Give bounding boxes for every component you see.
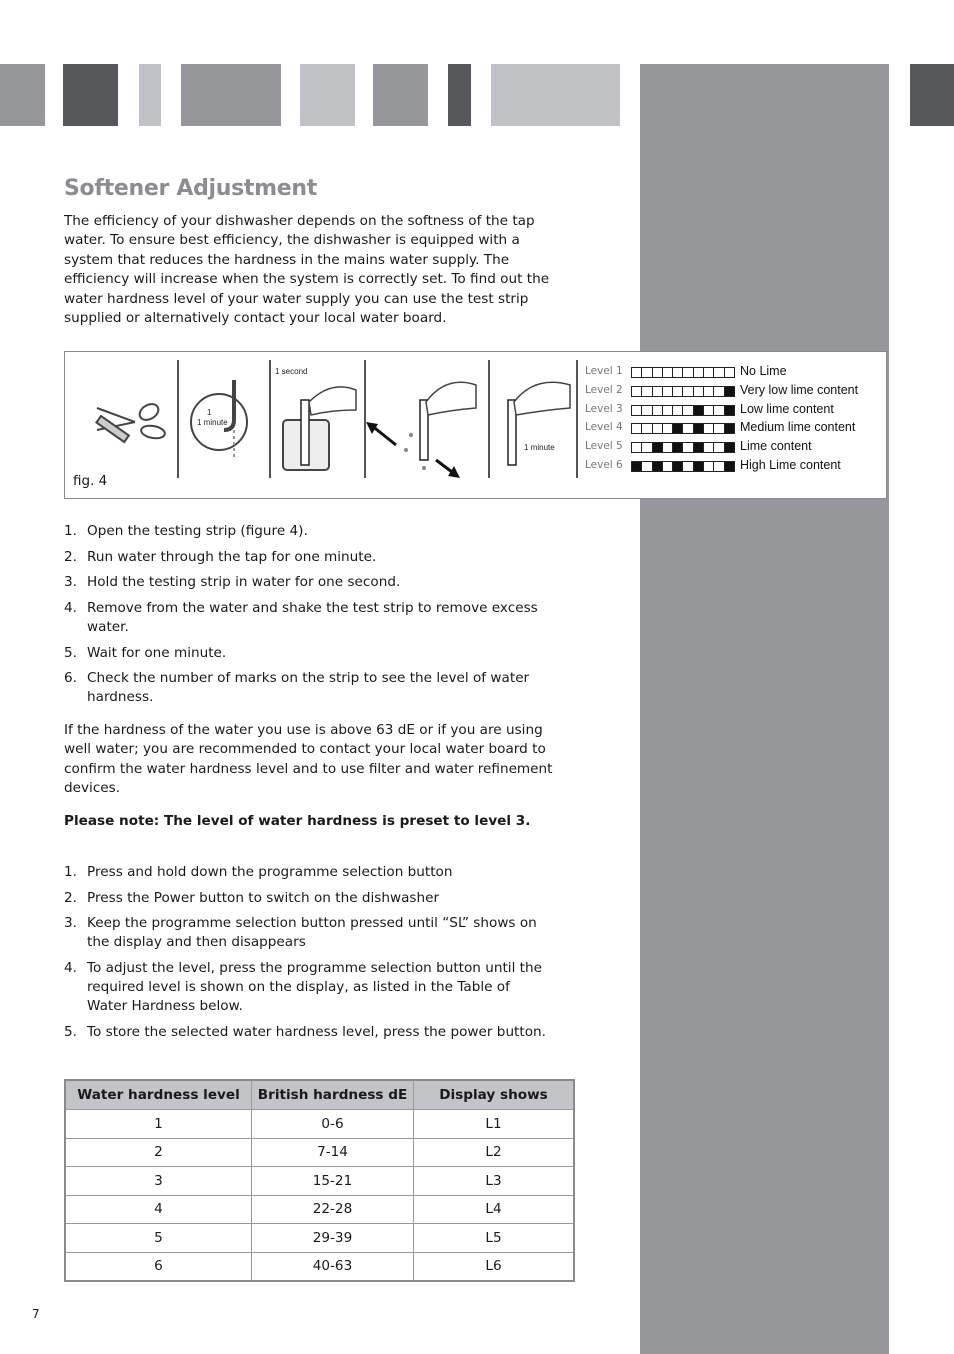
list-item-text: Keep the programme selection button pressed until “SL” shows on the display and then disappears <box>87 915 537 951</box>
figure-label: fig. 4 <box>73 473 108 489</box>
strip-mark <box>725 443 734 452</box>
adjust-steps-list <box>64 863 554 1049</box>
strip-mark <box>632 387 642 396</box>
table-cell: 0-6 <box>252 1110 414 1139</box>
test-steps-list <box>64 522 554 714</box>
list-item <box>64 959 554 1017</box>
list-item-text: Hold the testing strip in water for one second. <box>87 574 401 591</box>
list-item-number: 5. <box>64 1023 77 1040</box>
strip-mark <box>673 424 683 433</box>
page-number: 7 <box>32 1307 40 1321</box>
level-description: Low lime content <box>740 401 834 416</box>
strip-mark <box>683 443 693 452</box>
level-name: Level 2 <box>585 383 623 396</box>
strip-mark <box>714 387 724 396</box>
strip-mark <box>642 406 652 415</box>
table-cell: 29-39 <box>252 1224 414 1253</box>
list-item-number: 6. <box>64 670 77 687</box>
strip-mark <box>673 406 683 415</box>
hand-strip-in-water-icon <box>271 360 364 478</box>
header-bar <box>139 64 161 126</box>
strip-mark <box>663 462 673 471</box>
list-item-number: 4. <box>64 599 77 616</box>
level-description: Medium lime content <box>740 420 856 435</box>
level-description: Lime content <box>740 439 812 454</box>
strip-mark <box>694 443 704 452</box>
table-cell: 15-21 <box>252 1167 414 1196</box>
level-row <box>585 383 875 401</box>
strip-mark <box>714 406 724 415</box>
list-item-number: 2. <box>64 889 77 906</box>
level-name: Level 1 <box>585 365 623 377</box>
list-item <box>64 1023 554 1042</box>
table-cell: 6 <box>65 1252 252 1281</box>
strip-mark <box>642 387 652 396</box>
list-item <box>64 644 554 663</box>
table-cell: 5 <box>65 1224 252 1253</box>
second-label: 1 second <box>275 367 308 376</box>
strip-mark <box>704 387 714 396</box>
level-name: Level 4 <box>585 421 623 434</box>
table-row <box>65 1110 574 1139</box>
list-item <box>64 548 554 567</box>
header-bar <box>63 64 118 126</box>
strip-mark <box>714 462 724 471</box>
table-cell: 22-28 <box>252 1195 414 1224</box>
header-bar <box>373 64 428 126</box>
list-item-text: To store the selected water hardness level, press the power button. <box>87 1023 546 1040</box>
strip-mark <box>714 443 724 452</box>
table-cell: L5 <box>414 1224 575 1253</box>
list-item-number: 1. <box>64 523 77 539</box>
level-description: No Lime <box>740 364 787 378</box>
strip-mark <box>683 368 693 377</box>
strip-mark <box>694 424 704 433</box>
page-title: Softener Adjustment <box>64 176 317 201</box>
strip-mark <box>642 462 652 471</box>
table-cell: 4 <box>65 1195 252 1224</box>
strip-mark <box>653 406 663 415</box>
table-header-cell: British hardness dE <box>252 1080 414 1110</box>
strip-mark <box>694 462 704 471</box>
strip-mark <box>725 424 734 433</box>
strip-mark <box>704 443 714 452</box>
strip-mark <box>673 387 683 396</box>
list-item-text: Remove from the water and shake the test strip to remove excess water. <box>87 599 538 635</box>
level-description: Very low lime content <box>740 382 859 397</box>
table-row <box>65 1252 574 1281</box>
wait-panel <box>490 360 578 478</box>
strip-mark <box>714 424 724 433</box>
strip-mark <box>632 443 642 452</box>
strip-mark <box>673 368 683 377</box>
right-sidebar-panel <box>640 64 889 1354</box>
strip-mark <box>632 462 642 471</box>
table-cell: L1 <box>414 1110 575 1139</box>
scissors-icon <box>87 360 177 478</box>
level-description: High Lime content <box>740 458 841 472</box>
level-name: Level 5 <box>585 440 623 453</box>
list-item-text: Wait for one minute. <box>87 644 227 661</box>
svg-text:1: 1 <box>207 408 212 417</box>
scissors-panel <box>87 360 179 478</box>
header-bar <box>491 64 620 126</box>
test-strip-marks <box>631 442 735 453</box>
minute-label: 1 minute <box>197 418 228 427</box>
hand-strip-wait-icon <box>490 360 576 478</box>
list-item <box>64 914 554 952</box>
test-strip-marks <box>631 367 735 378</box>
table-header-cell: Display shows <box>414 1080 575 1110</box>
strip-mark <box>725 462 734 471</box>
strip-mark <box>704 406 714 415</box>
table-row <box>65 1138 574 1167</box>
table-row <box>65 1224 574 1253</box>
shake-strip-panel <box>366 360 490 478</box>
hold-strip-panel <box>271 360 366 478</box>
level-row <box>585 458 875 476</box>
level-name: Level 6 <box>585 459 623 471</box>
list-item <box>64 889 554 908</box>
table-cell: L3 <box>414 1167 575 1196</box>
table-header-row <box>65 1080 574 1110</box>
level-row <box>585 402 875 420</box>
table-row <box>65 1195 574 1224</box>
strip-mark <box>683 406 693 415</box>
strip-mark <box>663 387 673 396</box>
table-cell: 1 <box>65 1110 252 1139</box>
test-strip-marks <box>631 405 735 416</box>
header-bar <box>181 64 281 126</box>
strip-mark <box>704 462 714 471</box>
strip-mark <box>642 443 652 452</box>
strip-mark <box>725 406 734 415</box>
strip-mark <box>663 368 673 377</box>
table-cell: 7-14 <box>252 1138 414 1167</box>
strip-mark <box>653 368 663 377</box>
strip-mark <box>683 387 693 396</box>
intro-paragraph: The efficiency of your dishwasher depends on the softness of the tap water. To ensure best efficiency, the dishwasher is equipped with a system that reduces the hardness in the mains water supply. The efficiency will increase when the system is correctly set. To find out the water hardness level of your water supply you can use the test strip supplied or alternatively contact your local water board. <box>64 213 550 327</box>
strip-mark <box>725 387 734 396</box>
level-row <box>585 439 875 457</box>
strip-mark <box>632 368 642 377</box>
strip-mark <box>632 424 642 433</box>
strip-mark <box>653 462 663 471</box>
list-item-text: Open the testing strip (figure 4). <box>87 523 308 539</box>
header-bar <box>0 64 45 126</box>
strip-mark <box>663 443 673 452</box>
level-name: Level 3 <box>585 402 623 415</box>
table-header-cell: Water hardness level <box>65 1080 252 1110</box>
shake-strip-icon <box>366 360 488 478</box>
wait-label: 1 minute <box>524 443 555 452</box>
strip-mark <box>653 387 663 396</box>
list-item-number: 1. <box>64 864 77 880</box>
preset-note: Please note: The level of water hardness is preset to level 3. <box>64 813 531 829</box>
strip-mark <box>714 368 724 377</box>
test-strip-marks <box>631 461 735 472</box>
table-cell: 40-63 <box>252 1252 414 1281</box>
list-item-text: Check the number of marks on the strip to see the level of water hardness. <box>87 670 530 706</box>
strip-mark <box>653 424 663 433</box>
strip-mark <box>694 368 704 377</box>
strip-mark <box>694 387 704 396</box>
header-bar <box>910 64 954 126</box>
water-hardness-table <box>64 1079 575 1282</box>
hardness-note: If the hardness of the water you use is above 63 dE or if you are using well water; you are recommended to contact your local water board to confirm the water hardness level and to use filter and water refinement devices. <box>64 722 553 797</box>
strip-mark <box>653 443 663 452</box>
strip-mark <box>694 406 704 415</box>
strip-mark <box>673 462 683 471</box>
level-row <box>585 420 875 438</box>
list-item <box>64 863 554 882</box>
strip-mark <box>632 406 642 415</box>
list-item <box>64 573 554 592</box>
list-item-number: 5. <box>64 644 77 661</box>
level-row <box>585 364 875 382</box>
strip-mark <box>725 368 734 377</box>
test-strip-marks <box>631 423 735 434</box>
table-cell: L6 <box>414 1252 575 1281</box>
list-item-number: 3. <box>64 915 77 932</box>
strip-mark <box>642 368 652 377</box>
table-cell: 2 <box>65 1138 252 1167</box>
header-bar <box>448 64 471 126</box>
header-bar <box>300 64 355 126</box>
list-item-text: Press the Power button to switch on the dishwasher <box>87 889 440 906</box>
strip-mark <box>683 424 693 433</box>
strip-mark <box>663 406 673 415</box>
tap-icon <box>179 360 269 478</box>
list-item <box>64 669 554 707</box>
list-item-text: Run water through the tap for one minute. <box>87 548 377 565</box>
list-item <box>64 522 554 541</box>
table-cell: L4 <box>414 1195 575 1224</box>
strip-mark <box>663 424 673 433</box>
figure-4 <box>64 351 887 499</box>
table-row <box>65 1167 574 1196</box>
list-item-text: To adjust the level, press the programme selection button until the required level is shown on the display, as listed in the Table of Water Hardness below. <box>87 959 542 1015</box>
list-item-number: 4. <box>64 959 77 976</box>
table-cell: 3 <box>65 1167 252 1196</box>
test-strip-marks <box>631 386 735 397</box>
list-item-number: 3. <box>64 574 77 591</box>
strip-mark <box>683 462 693 471</box>
table-cell: L2 <box>414 1138 575 1167</box>
strip-mark <box>704 368 714 377</box>
strip-mark <box>642 424 652 433</box>
list-item-number: 2. <box>64 548 77 565</box>
strip-mark <box>673 443 683 452</box>
tap-minute-panel <box>179 360 271 478</box>
list-item-text: Press and hold down the programme selection button <box>87 864 453 880</box>
list-item <box>64 599 554 637</box>
strip-mark <box>704 424 714 433</box>
